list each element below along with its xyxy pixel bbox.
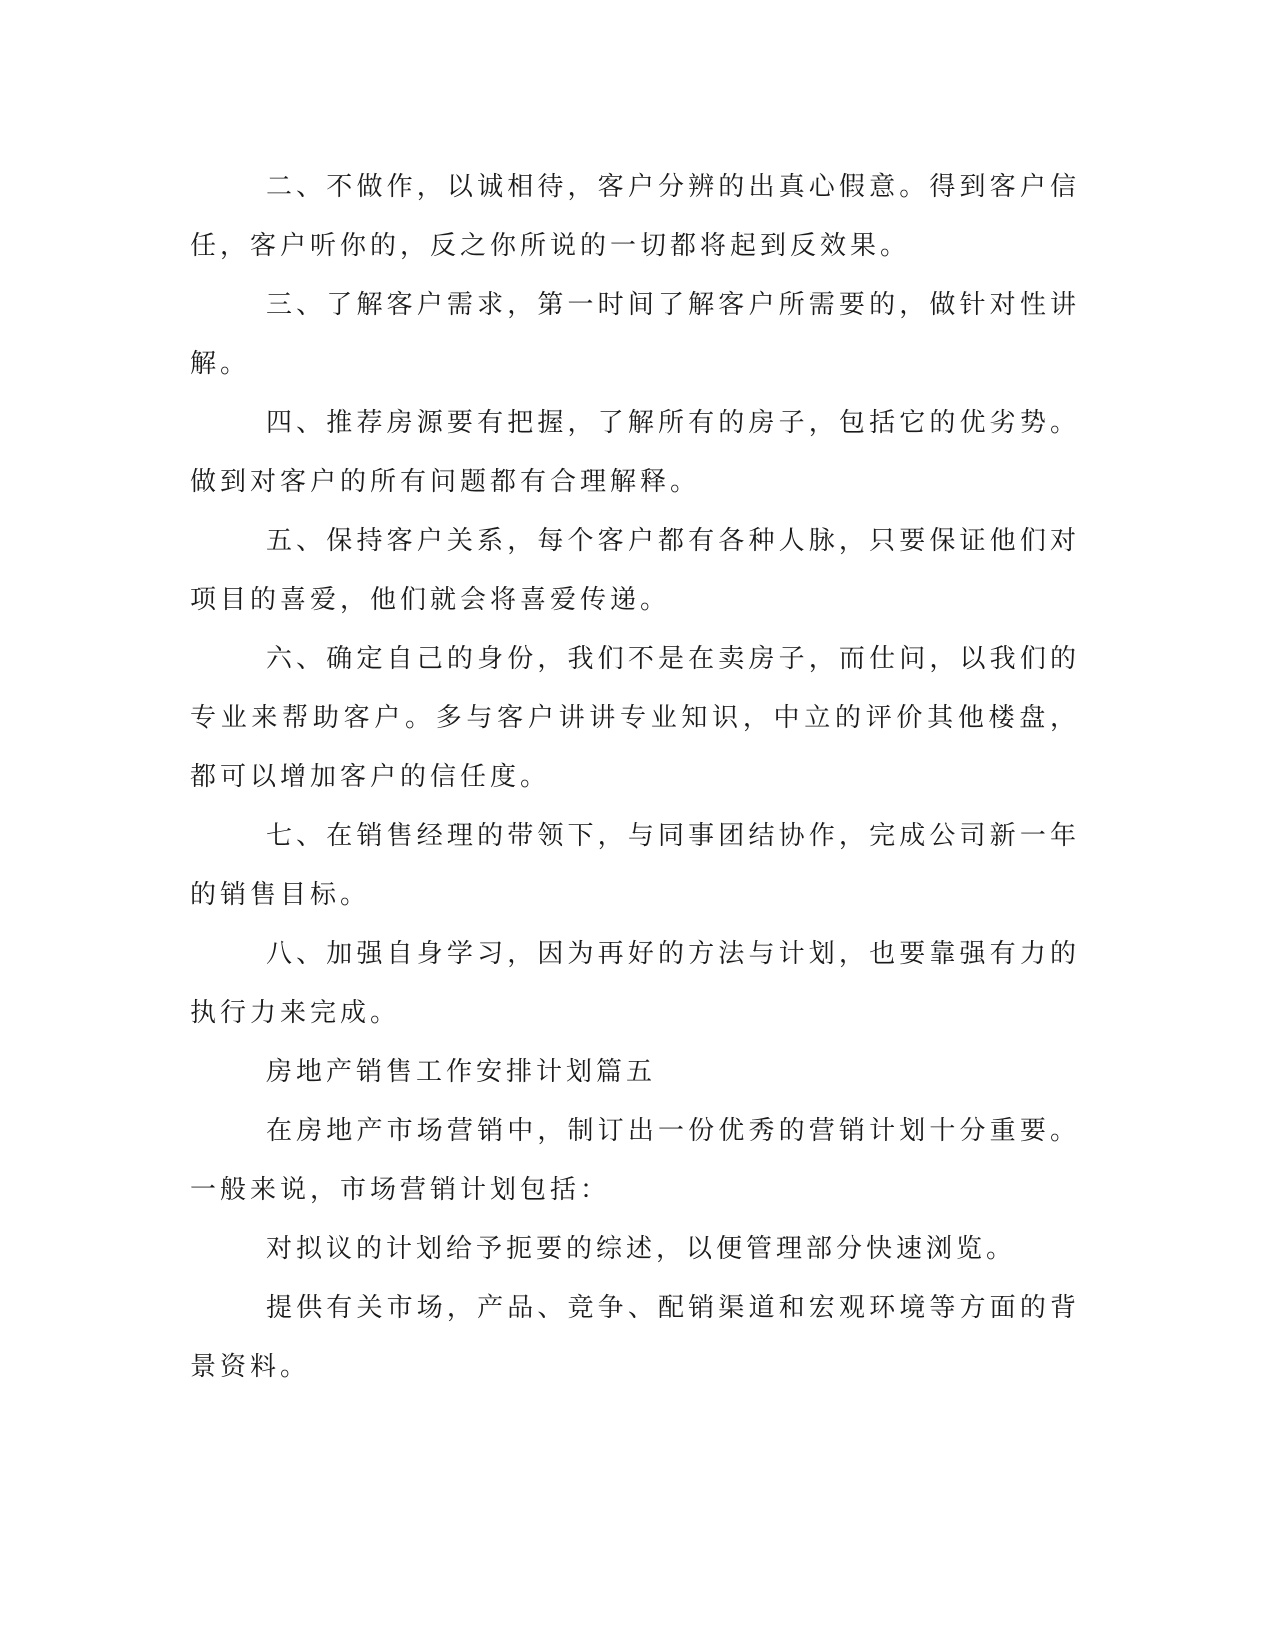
section-heading: 房地产销售工作安排计划篇五 [266,1057,657,1087]
paragraph-item-2: 二、不做作，以诚相待，客户分辨的出真心假意。得到客户信任，客户听你的，反之你所说的一切都将起到反效果。 [190,172,1080,261]
paragraph-background: 提供有关市场，产品、竞争、配销渠道和宏观环境等方面的背景资料。 [190,1293,1080,1382]
paragraph-item-6: 六、确定自己的身份，我们不是在卖房子，而仕问，以我们的专业来帮助客户。多与客户讲讲专业知识，中立的评价其他楼盘，都可以增加客户的信任度。 [190,644,1080,792]
paragraph-item-4: 四、推荐房源要有把握，了解所有的房子，包括它的优劣势。做到对客户的所有问题都有合理解释。 [190,408,1080,497]
document-body [190,158,1080,1397]
paragraph-item-7: 七、在销售经理的带领下，与同事团结协作，完成公司新一年的销售目标。 [190,821,1080,910]
paragraph-item-8: 八、加强自身学习，因为再好的方法与计划，也要靠强有力的执行力来完成。 [190,939,1080,1028]
paragraph-intro: 在房地产市场营销中，制订出一份优秀的营销计划十分重要。一般来说，市场营销计划包括： [190,1116,1080,1205]
paragraph-item-3: 三、了解客户需求，第一时间了解客户所需要的，做针对性讲解。 [190,290,1080,379]
paragraph-item-5: 五、保持客户关系，每个客户都有各种人脉，只要保证他们对项目的喜爱，他们就会将喜爱传递。 [190,526,1080,615]
paragraph-summary: 对拟议的计划给予扼要的综述，以便管理部分快速浏览。 [266,1234,1017,1264]
